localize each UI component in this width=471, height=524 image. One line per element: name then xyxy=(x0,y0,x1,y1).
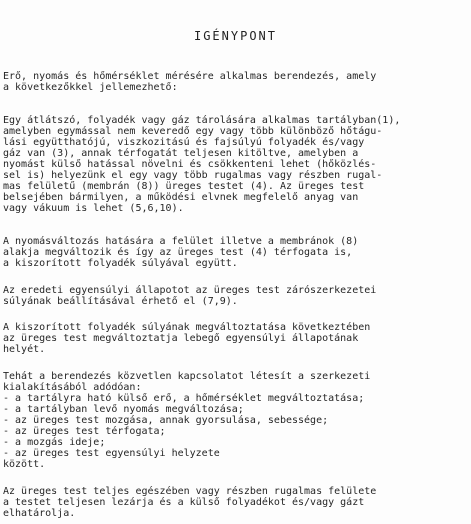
text-line: alakja megváltozik és így az üreges test (4) térfogata is, xyxy=(3,247,353,258)
list-item: - a tartályra ható külső erő, a hőmérséklet megváltoztatása; xyxy=(3,393,365,404)
text-line: Tehát a berendezés közvetlen kapcsolatot létesít a szerkezeti xyxy=(3,371,371,382)
text-line: a következőkkel jellemezhető: xyxy=(3,82,178,93)
text-line: a kiszorított folyadék súlyával együtt. xyxy=(3,258,238,269)
text-line: súlyának beállításával érhető el (7,9). xyxy=(3,296,238,307)
text-line: vagy vákuum is lehet (5,6,10). xyxy=(3,203,184,214)
text-line: nyomást külső hatással növelni és csökkenteni lehet (hőközlés- xyxy=(3,159,377,170)
list-item: - a mozgás ideje; xyxy=(3,437,106,448)
text-line: Az eredeti egyensúlyi állapotot az üreges test zárószerkezetei xyxy=(3,285,377,296)
paragraph-displaced-weight xyxy=(3,322,471,355)
text-line: Erő, nyomás és hőmérséklet mérésére alkalmas berendezés, amely xyxy=(3,71,377,82)
paragraph-description xyxy=(3,115,471,214)
text-line: mas felületű (membrán (8)) üreges testet (4). Az üreges test xyxy=(3,181,365,192)
text-line: amelyben egymással nem keveredő egy vagy több különböző hőtágu- xyxy=(3,126,383,137)
text-line: az üreges test megváltoztatja lebegő egyensúlyi állapotának xyxy=(3,333,359,344)
text-line: belsejében bármilyen, a működési elvnek megfelelő anyag van xyxy=(3,192,359,203)
text-line: Egy átlátszó, folyadék vagy gáz tárolására alkalmas tartályban(1), xyxy=(3,115,401,126)
paragraph-elastic-surface xyxy=(3,486,471,519)
text-line: kialakításából adódóan: xyxy=(3,382,142,393)
paragraph-equilibrium xyxy=(3,285,471,307)
paragraph-relationships xyxy=(3,371,471,470)
text-line: lási együtthatójú, viszkozitású és fajsúlyú folyadék és/vagy xyxy=(3,137,365,148)
document-title: IGÉNYPONT xyxy=(193,29,278,43)
text-line: között. xyxy=(3,459,46,470)
text-line: gáz van (3), annak térfogatát teljesen kitöltve, amelyben a xyxy=(3,148,359,159)
text-line: A nyomásváltozás hatására a felület illetve a membránok (8) xyxy=(3,236,359,247)
list-item: - az üreges test mozgása, annak gyorsulása, sebessége; xyxy=(3,415,329,426)
text-line: a testet teljesen lezárja és a külső folyadékot és/vagy gázt xyxy=(3,497,365,508)
list-item: - az üreges test egyensúlyi helyzete xyxy=(3,448,220,459)
paragraph-pressure-change xyxy=(3,236,471,269)
text-line: sel is) helyezünk el egy vagy több rugalmas vagy részben rugal- xyxy=(3,170,383,181)
text-line: A kiszorított folyadék súlyának megváltoztatása következtében xyxy=(3,322,371,333)
text-line: elhatárolja. xyxy=(3,508,76,519)
paragraph-intro xyxy=(3,71,471,93)
text-line: helyét. xyxy=(3,344,46,355)
list-item: - a tartályban levő nyomás megváltozása; xyxy=(3,404,244,415)
list-item: - az üreges test térfogata; xyxy=(3,426,166,437)
text-line: Az üreges test teljes egészében vagy részben rugalmas felülete xyxy=(3,486,377,497)
